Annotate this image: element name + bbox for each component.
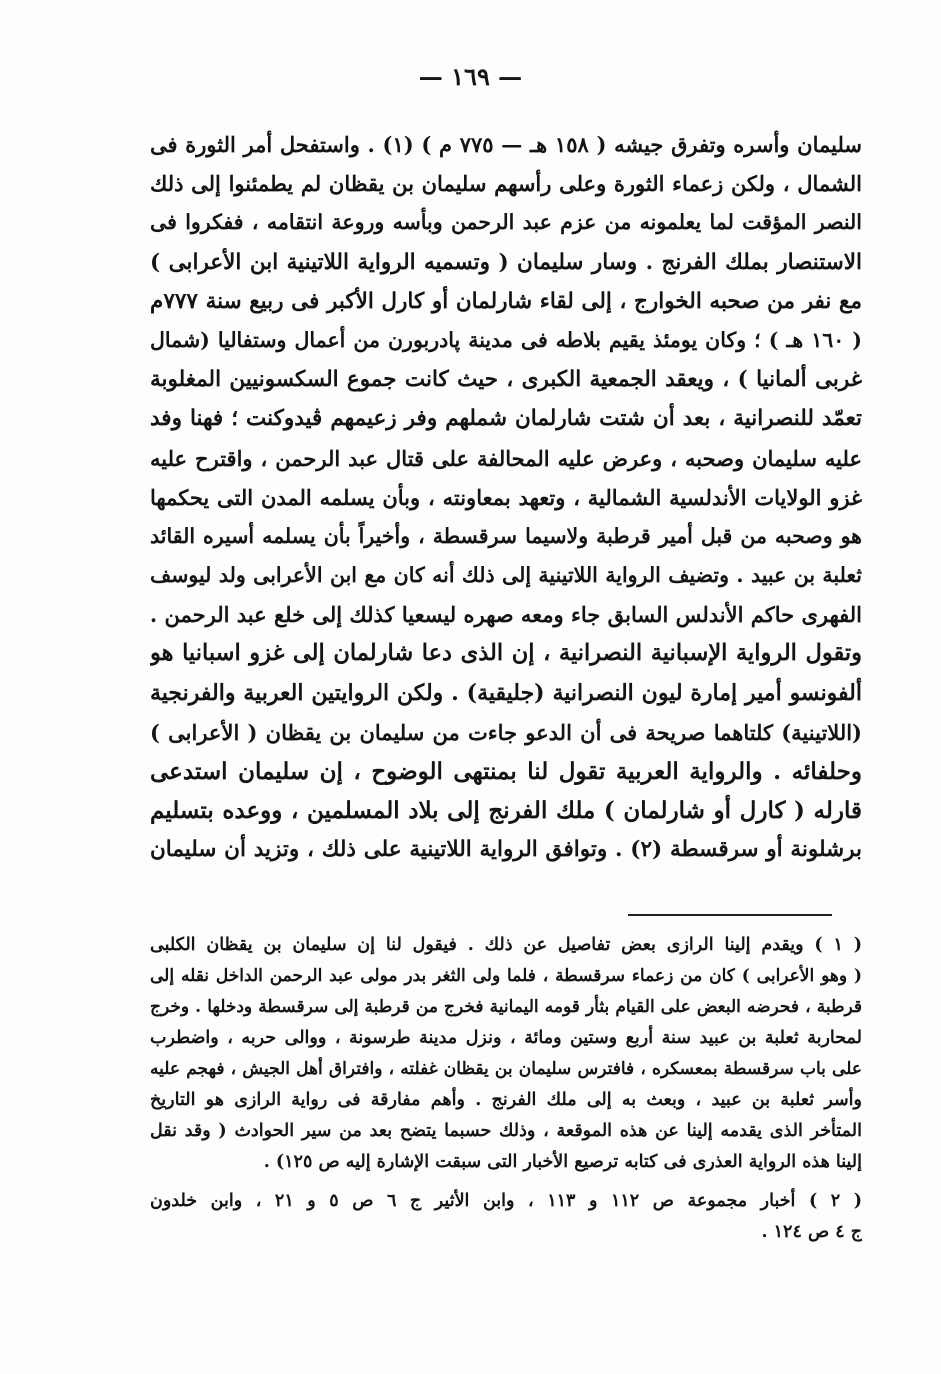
body-line: قارله ( كارل أو شارلمان ) ملك الفرنج إلى بلاد المسلمين ، ووعده بتسليم — [150, 797, 862, 825]
body-line: الاستنصار بملك الفرنج . وسار سليمان ( وتسميه الرواية اللاتينية ابن الأعرابى ) — [150, 249, 862, 275]
footnote-1-line: ( ١ ) ويقدم إلينا الرازى بعض تفاصيل عن ذلك . فيقول لنا إن سليمان بن يقظان الكلبى — [150, 935, 862, 955]
body-line: ألفونسو أمير إمارة ليون النصرانية (جليقية) . ولكن الروايتين العربية والفرنجية — [150, 679, 862, 706]
body-line: سليمان وأسره وتفرق جيشه ( ١٥٨ هـ — ٧٧٥ م ) (١) . واستفحل أمر الثورة فى — [150, 132, 862, 157]
body-text — [150, 125, 862, 870]
body-line: غزو الولايات الأندلسية الشمالية ، وتعهد بمعاونته ، وبأن يسلمه المدن التى يحكمها — [150, 484, 862, 510]
footnote-2-line: ج ٤ ص ١٢٤ . — [761, 1222, 862, 1242]
body-line: وتقول الرواية الإسبانية النصرانية ، إن الذى دعا شارلمان إلى غزو اسبانيا هو — [150, 640, 862, 667]
footnote-gap — [150, 1178, 862, 1186]
footnote-1-line: المتأخر الذى يقدمه إلينا عن هذه الموقعة ، وذلك حسبما يتضح بعد من سير الحوادث ( وقد نقل — [150, 1121, 862, 1141]
body-line: ثعلبة بن عبيد . وتضيف الرواية اللاتينية إلى ذلك أنه كان مع ابن الأعرابى ولد ليوسف — [150, 563, 862, 588]
body-line: ( ١٦٠ هـ ) ؛ وكان يومئذ يقيم بلاطه فى مدينة پادربورن من أعمال وستفاليا (شمال — [150, 327, 862, 352]
body-line: برشلونة أو سرقسطة (٢) . وتوافق الرواية اللاتينية على ذلك ، وتزيد أن سليمان — [150, 837, 862, 863]
body-line: غربى ألمانيا ) ، ويعقد الجمعية الكبرى ، حيث كانت جموع السكسونيين المغلوبة — [150, 367, 862, 393]
body-line: النصر المؤقت لما يعلمونه من عزم عبد الرحمن وبأسه وروعة انتقامه ، ففكروا فى — [150, 210, 862, 235]
footnote-2-line: ( ٢ ) أخبار مجموعة ص ١١٢ و ١١٣ ، وابن الأثير ج ٦ ص ٥ و ٢١ ، وابن خلدون — [150, 1191, 862, 1211]
page-number: — ١٦٩ — — [418, 62, 523, 91]
footnote-1-line: لمحاربة ثعلبة بن عبيد سنة أربع وستين ومائة ، ونزل مدينة طرسونة ، ووالى حربه ، واضطرب — [150, 1028, 862, 1048]
body-line: (اللاتينية) كلتاهما صريحة فى أن الدعو جاءت من سليمان بن يقظان ( الأعرابى ) — [150, 719, 862, 745]
body-line: هو وصحبه من قبل أمير قرطبة ولاسيما سرقسطة ، وأخيراً بأن يسلمه أسيره القائد — [150, 523, 862, 548]
body-line: الفهرى حاكم الأندلس السابق جاء ومعه صهره ليسعيا كذلك إلى خلع عبد الرحمن . — [150, 602, 862, 628]
body-line: الشمال ، ولكن زعماء الثورة وعلى رأسهم سليمان بن يقظان لم يطمئنوا إلى ذلك — [150, 171, 862, 197]
body-line: تعمّد للنصرانية ، بعد أن شتت شارلمان شملهم وفر زعيمهم ڤيدوكنت ؛ فهنا وفد — [150, 406, 862, 432]
body-line: عليه سليمان وصحبه ، وعرض عليه المحالفة على قتال عبد الرحمن ، واقترح عليه — [150, 445, 862, 471]
footnotes — [150, 930, 862, 1248]
footnote-1-line: على باب سرقسطة بمعسكره ، فافترس سليمان بن يقظان غفلته ، وافتراق أهل الجيش ، فهجم عليه — [150, 1059, 862, 1079]
footnote-1-line: وأسر ثعلبة بن عبيد ، وبعث به إلى ملك الفرنج . وأهم مفارقة فى رواية الرازى هو التاريخ — [150, 1090, 862, 1110]
body-line: مع نفر من صحبه الخوارج ، إلى لقاء شارلمان أو كارل الأكبر فى ربيع سنة ٧٧٧م — [150, 288, 862, 314]
footnote-1-line: قرطبة ، فحرضه البعض على القيام بثأر قومه اليمانية فخرج من قرطبة إلى سرقسطة ودخلها . وخرج — [150, 997, 862, 1017]
footnote-separator — [628, 914, 832, 916]
footnote-1-line: إلينا هذه الرواية العذرى فى كتابه ترصيع الأخبار التى سبقت الإشارة إليه ص ١٢٥) . — [263, 1152, 862, 1172]
footnote-1-line: ( وهو الأعرابى ) كان من زعماء سرقسطة ، فلما ولى الثغر بدر مولى عبد الرحمن الداخل نقله إلى — [150, 966, 862, 986]
body-line: وحلفائه . والرواية العربية تقول لنا بمنتهى الوضوح ، إن سليمان استدعى — [150, 758, 862, 785]
